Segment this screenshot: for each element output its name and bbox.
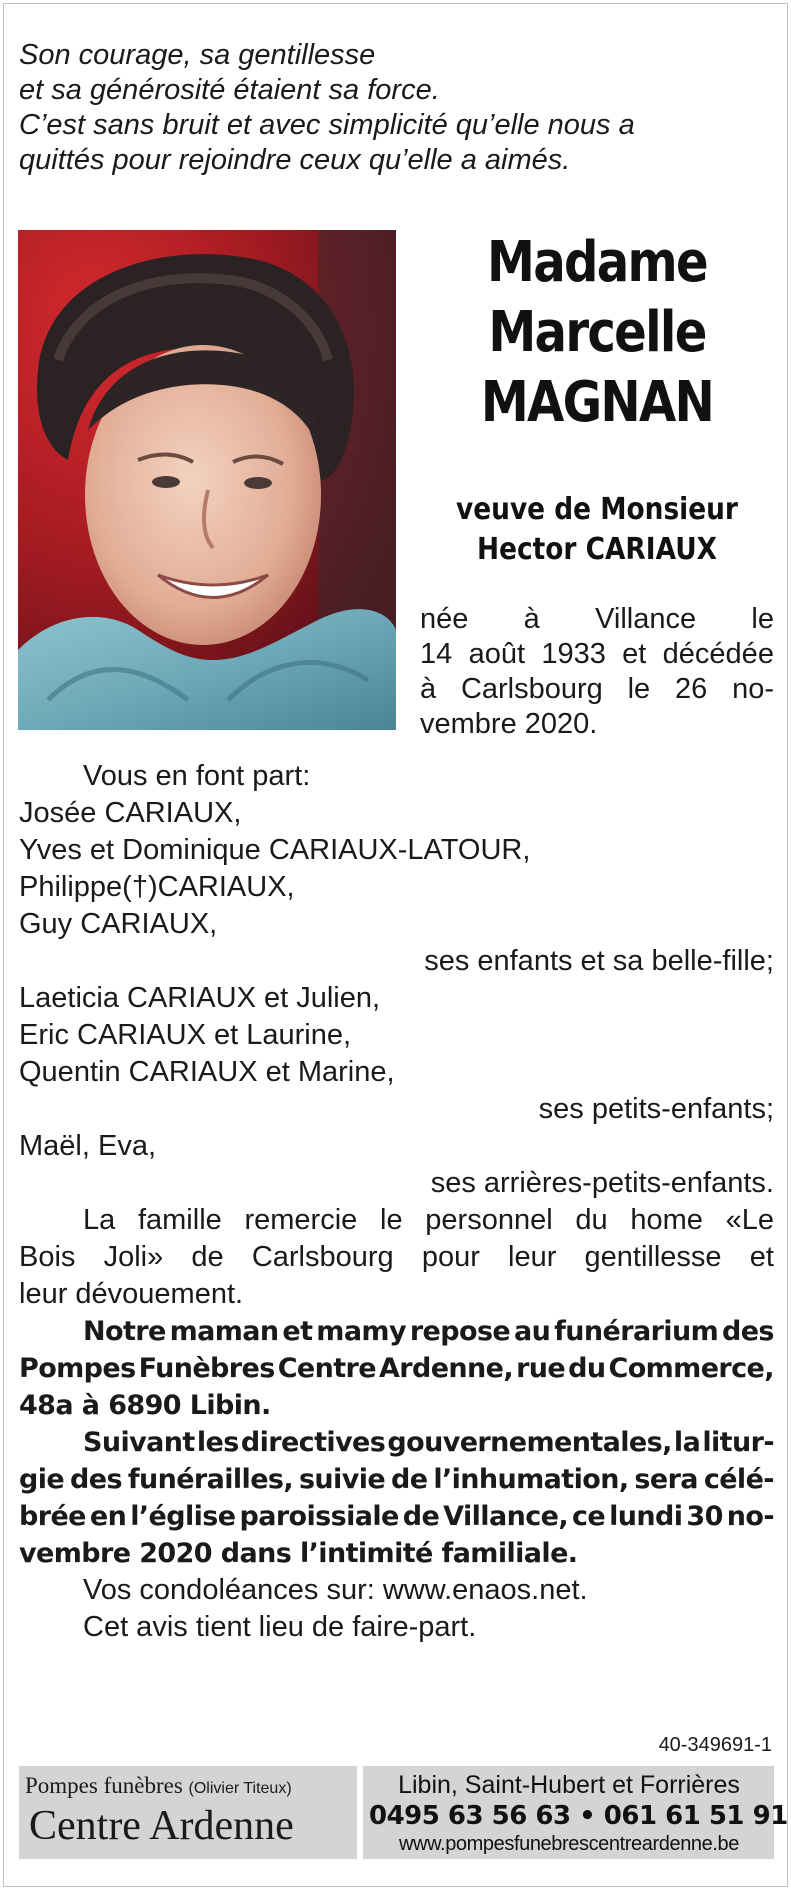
list-item: Laeticia CARIAUX et Julien, [19,982,381,1014]
reference-number: 40-349691-1 [658,1734,772,1756]
word: personnel [425,1204,553,1236]
text-line [19,1239,774,1276]
word: litur- [702,1427,774,1458]
word: home [630,1204,703,1236]
funeral-home-logo [25,1772,365,1849]
quote-line: C’est sans bruit et avec simplicité qu’elle nous a [19,109,635,141]
word: les [196,1427,239,1458]
word: et [622,638,647,670]
word: rue [516,1353,566,1384]
word: paroissiale [239,1501,399,1532]
list-item: Philippe(†)CARIAUX, [19,871,295,903]
text-line: 48a à 6890 Libin. [19,1390,271,1421]
birth-line [420,707,774,742]
notice-line: Cet avis tient lieu de faire-part. [83,1611,477,1643]
word: funérarium [554,1316,719,1347]
text-line [19,1461,774,1498]
word: née [420,603,469,635]
word: l’église [130,1501,236,1532]
text-line [19,1202,774,1239]
funeral-home-banner [19,1766,788,1859]
word: ce [571,1501,606,1532]
word: décédée [662,638,774,670]
pompes-label: Pompes funèbres [25,1773,183,1798]
quote-line: et sa générosité étaient sa force. [19,74,440,106]
word: no- [732,673,774,705]
word: gouvernementales, [387,1427,672,1458]
word: maman [169,1316,279,1347]
list-item: Yves et Dominique CARIAUX-LATOUR, [19,834,531,866]
text-line [19,1350,774,1387]
word: Joli» [103,1241,164,1273]
owner-label: (Olivier Titeux) [188,1780,292,1797]
pompes-line [25,1772,365,1803]
word: leur [508,1241,557,1273]
word: sera [634,1464,698,1495]
word: repose [409,1316,511,1347]
list-item: Eric CARIAUX et Laurine, [19,1019,352,1051]
word: et [282,1316,313,1347]
condolences-line: Vos condoléances sur: www.enaos.net. [83,1574,588,1606]
word: Carlsbourg [251,1241,394,1273]
word: en [89,1501,127,1532]
word: de [390,1464,428,1495]
deceased-name [410,228,784,438]
word: lundi [609,1501,683,1532]
word: famille [137,1204,222,1236]
word: vembre 2020. [420,708,598,740]
word: 1933 [541,638,606,670]
announcement-body [19,758,774,1646]
word: du [575,1204,608,1236]
word: à [420,673,437,705]
thanks-paragraph [19,1202,774,1313]
list-item: Guy CARIAUX, [19,908,218,940]
word: des [721,1316,774,1347]
widow-of [410,490,784,570]
word: Suivant [83,1427,195,1458]
word: no- [726,1501,774,1532]
text-line [19,1313,774,1350]
quote-line: Son courage, sa gentillesse [19,39,376,71]
birth-line [420,672,774,707]
word: Notre [83,1316,166,1347]
word: gie [19,1464,65,1495]
word: Carlsbourg [460,673,603,705]
children-label: ses enfants et sa belle-fille; [424,945,774,977]
word: Pompes [19,1353,136,1384]
brand-name: Centre Ardenne [29,1803,294,1849]
word: du [568,1353,606,1384]
children-list [19,795,774,943]
grandchildren-list [19,980,774,1091]
birth-line [420,637,774,672]
word: à [523,603,540,635]
name-last: MAGNAN [480,370,714,435]
widow-line: veuve de Monsieur [456,492,738,527]
word: directives [240,1427,386,1458]
banner-divider [357,1766,363,1859]
word: au [514,1316,551,1347]
word: gentillesse [584,1241,722,1273]
list-item: Josée CARIAUX, [19,797,242,829]
word: remercie [244,1204,358,1236]
word: Centre [277,1353,376,1384]
word: août [468,638,526,670]
word: Villance [595,603,697,635]
word: le [627,673,651,705]
word: «Le [725,1204,774,1236]
word: la [673,1427,701,1458]
list-item: Quentin CARIAUX et Marine, [19,1056,395,1088]
word: 26 [675,673,708,705]
birth-line [420,602,774,637]
word: le [751,603,774,635]
word: Bois [19,1241,76,1273]
great-grandchildren-label: ses arrières-petits-enfants. [430,1167,774,1199]
word: l’inhumation, [433,1464,629,1495]
word: suivie [298,1464,386,1495]
word: 30 [686,1501,723,1532]
word: Funèbres [138,1353,275,1384]
funeral-home-contact [369,1770,788,1856]
grandchildren-label: ses petits-enfants; [538,1093,774,1125]
text-line [19,1424,774,1461]
portrait-photo [18,230,396,730]
word: 14 [420,638,453,670]
rest-paragraph [19,1313,774,1424]
funeral-paragraph [19,1424,774,1572]
word: pour [421,1241,480,1273]
name-first: Marcelle [488,300,706,365]
phone-numbers: 0495 63 56 63 • 061 61 51 91 [369,1801,788,1831]
word: Ardenne, [378,1353,514,1384]
portrait-illustration [18,230,396,730]
word: le [380,1204,403,1236]
word: mamy [316,1316,406,1347]
word: de [191,1241,224,1273]
towns-line: Libin, Saint-Hubert et Forrières [398,1771,740,1799]
memorial-quote [19,38,779,178]
great-grandchildren-list: Maël, Eva, [19,1130,156,1162]
word: célé- [703,1464,774,1495]
quote-line: quittés pour rejoindre ceux qu’elle a aimés. [19,144,571,176]
word: de [402,1501,440,1532]
word: brée [19,1501,86,1532]
website-link[interactable]: www.pompesfunebrescentreardenne.be [399,1833,739,1855]
text-line: leur dévouement. [19,1278,244,1310]
word: des [70,1464,122,1495]
word: funérailles, [127,1464,294,1495]
name-title: Madame [487,230,707,295]
word: et [749,1241,774,1273]
text-line [19,1498,774,1535]
text-line: vembre 2020 dans l’intimité familiale. [19,1538,578,1569]
word: Commerce, [608,1353,774,1384]
word: La [83,1204,116,1236]
word: Villance, [443,1501,568,1532]
widow-line: Hector CARIAUX [477,532,717,567]
announcement-intro: Vous en font part: [83,760,311,792]
birth-death-info [420,602,774,742]
